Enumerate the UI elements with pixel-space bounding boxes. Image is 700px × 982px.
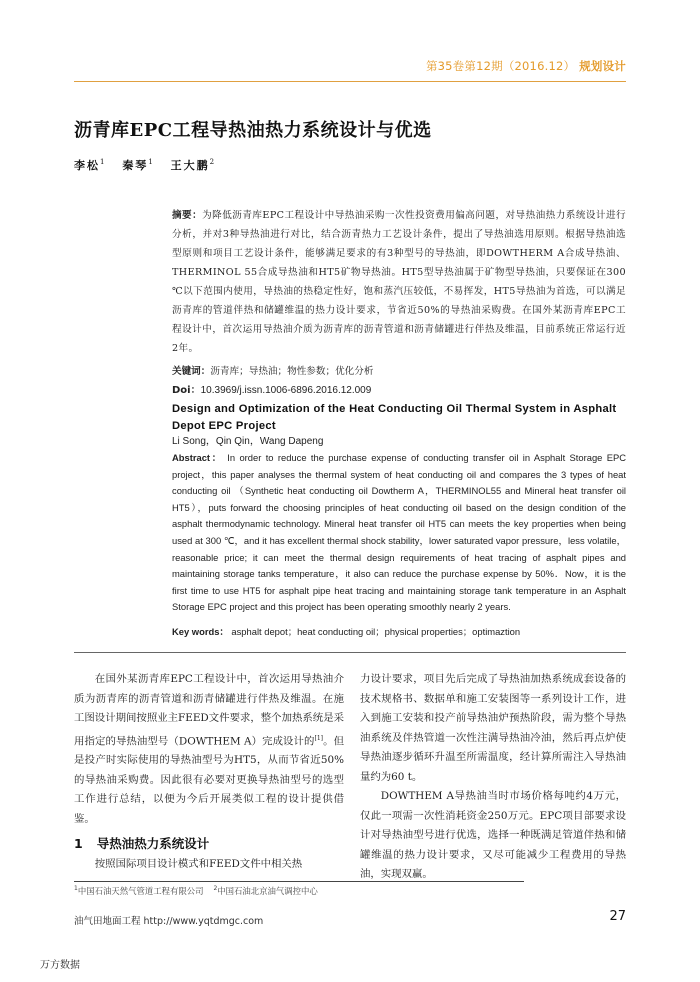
affiliation-footnote bbox=[74, 885, 318, 897]
affiliation-mark: 1 bbox=[74, 885, 78, 893]
page-number: 27 bbox=[609, 909, 626, 924]
chinese-keywords bbox=[172, 362, 626, 381]
intro-tail-text: 。但是投产时实际使用的导热油型号为HT5，从而节省近50%的导热油采购费。因此很有必要对更换导热油型号的选型工作进行总结，以便为今后开展类似工程的设计提供借鉴。 bbox=[74, 734, 344, 825]
doi-line bbox=[172, 381, 626, 400]
doi-value[interactable]: 10.3969/j.issn.1006-6896.2016.12.009 bbox=[200, 385, 372, 396]
abstract-label: 摘要： bbox=[172, 210, 203, 221]
section-number: 1 bbox=[74, 836, 83, 852]
body-paragraph: 力设计要求，项目先后完成了导热油加热系统成套设备的技术规格书、数据单和施工安装图等一系列设计工作，进入到施工安装和投产前导热油炉预热阶段，需为整个导热油系统及伴热管道一次性注满导热油冷油，然后再点炉使导热油逐步循环升温至所需温度，经计算所需注入导热油量约为60 t。 bbox=[360, 673, 626, 783]
author-affiliation-mark: 1 bbox=[148, 158, 153, 167]
column-name: 规划设计 bbox=[579, 59, 626, 73]
keywords-text: 沥青库；导热油；物性参数；优化分析 bbox=[210, 366, 374, 377]
intro-text: 在国外某沥青库EPC工程设计中，首次运用导热油介质为沥青库的沥青管道和沥青储罐进行伴热及维温。在施工图设计期间按照业主FEED文件要求，整个加热系统是采用指定的导热油型号（DOWTHEM A）完成设计的 bbox=[74, 673, 344, 747]
journal-url[interactable]: http://www.yqtdmgc.com bbox=[143, 916, 264, 927]
journal-name: 油气田地面工程 bbox=[74, 916, 141, 927]
english-abstract bbox=[172, 450, 626, 616]
header-rule bbox=[74, 81, 626, 82]
author-affiliation-mark: 2 bbox=[209, 158, 215, 167]
abstract-text: 为降低沥青库EPC工程设计中导热油采购一次性投资费用偏高问题，对导热油热力系统设计进行分析，并对3种导热油进行对比，结合沥青热力工艺设计条件，提出了导热油选用原则。根据导热油选型原则和项目工艺设计条件，能够满足要求的有3种型号的导热油，即DOWTHERM A合成导热油、THERMINOL 55合成导热油和HT5矿物导热油。HT5型导热油属于矿物型导热油，只要保证在300 ℃以下范围内使用，导热油的热稳定性好，饱和蒸汽压较低，不易挥发，HT5导热油为首选，可以满足沥青库的管道伴热和储罐维温的热力设计要求，节省近50%的导热油采购费。在国外某沥青库EPC工程设计中，首次运用导热油介质为沥青库的沥青管道和沥青储罐进行伴热及维温，目前系统正常运行近2年。 bbox=[172, 210, 626, 354]
affiliation-2: 中国石油北京油气调控中心 bbox=[217, 886, 318, 896]
abstract-en-text: In order to reduce the purchase expense of conducting transfer oil in Asphalt Storage EPC project，this paper analyses the thermal system of heat conducting oil and compares the 3 types of heat conducting oil （Synthetic heat conducting oil Dowtherm A，THERMINOL55 and Mineral heat transfer oil HT5），puts forward the choosing principles of heat conducting oil based on the design condition of the asphalt thermodynamic technology. Mineral heat transfer oil HT5 can meets the key properties when being used at 300 ℃，and it has excellent thermal shock stability，lower saturated vapor pressure，less volatile，reasonable price; it can meet the thermal design requirements of heat tracing of asphalt pipes and maintaining storage tanks temperature，it also can reduce the purchase expense by 50%．Now，it is the first time to use HT5 for asphalt pipe heat tracing and maintaining storage tank temperature in an Asphalt Storage EPC project and this project has been operating smoothly nearly 2 years. bbox=[172, 452, 627, 613]
body-column-right bbox=[360, 670, 626, 885]
english-keywords bbox=[172, 624, 626, 640]
footnote-rule bbox=[74, 881, 524, 882]
article-title: 沥青库EPC工程导热油热力系统设计与优选 bbox=[74, 120, 432, 141]
author-name: 王大鹏 bbox=[170, 159, 210, 172]
keywords-en-label: Key words： bbox=[172, 626, 229, 637]
body-column-left bbox=[74, 670, 344, 875]
reference-mark[interactable]: [1] bbox=[314, 734, 324, 742]
body-paragraph: DOWTHEM A导热油当时市场价格每吨约4万元，仅此一项需一次性消耗资金250万元。EPC项目部要求设计对导热油型号进行优选，选择一种既满足管道伴热和储罐维温的热力设计要求，又尽可能减少工程费用的导热油，实现双赢。 bbox=[360, 790, 626, 880]
section-heading bbox=[74, 833, 344, 855]
section-title: 导热油热力系统设计 bbox=[96, 836, 210, 852]
author-name: 李松 bbox=[74, 159, 100, 172]
issue-number: 第35卷第12期（2016.12） bbox=[425, 59, 576, 73]
english-title: Design and Optimization of the Heat Conducting Oil Thermal System in Asphalt Depot EPC Project bbox=[172, 403, 617, 432]
abstract-en-label: Abstract： bbox=[172, 452, 223, 463]
section-paragraph: 按照国际项目设计模式和FEED文件中相关热 bbox=[94, 858, 303, 871]
wanfang-watermark: 万方数据 bbox=[40, 960, 80, 971]
journal-footer bbox=[74, 913, 263, 927]
keywords-en-text: asphalt depot；heat conducting oil；physical properties；optimaztion bbox=[231, 626, 521, 637]
affiliation-1: 中国石油天然气管道工程有限公司 bbox=[77, 886, 204, 896]
author-list bbox=[74, 157, 226, 173]
chinese-abstract bbox=[172, 206, 626, 358]
keywords-label: 关键词： bbox=[172, 366, 211, 377]
author-affiliation-mark: 1 bbox=[100, 158, 105, 167]
english-authors: Li Song，Qin Qin，Wang Dapeng bbox=[172, 436, 324, 447]
affiliation-mark: 2 bbox=[213, 885, 218, 893]
issue-info bbox=[426, 58, 626, 74]
section-divider bbox=[74, 652, 626, 653]
intro-paragraph bbox=[74, 670, 344, 829]
author-name: 秦琴 bbox=[122, 159, 149, 172]
doi-label: Doi： bbox=[172, 385, 201, 396]
